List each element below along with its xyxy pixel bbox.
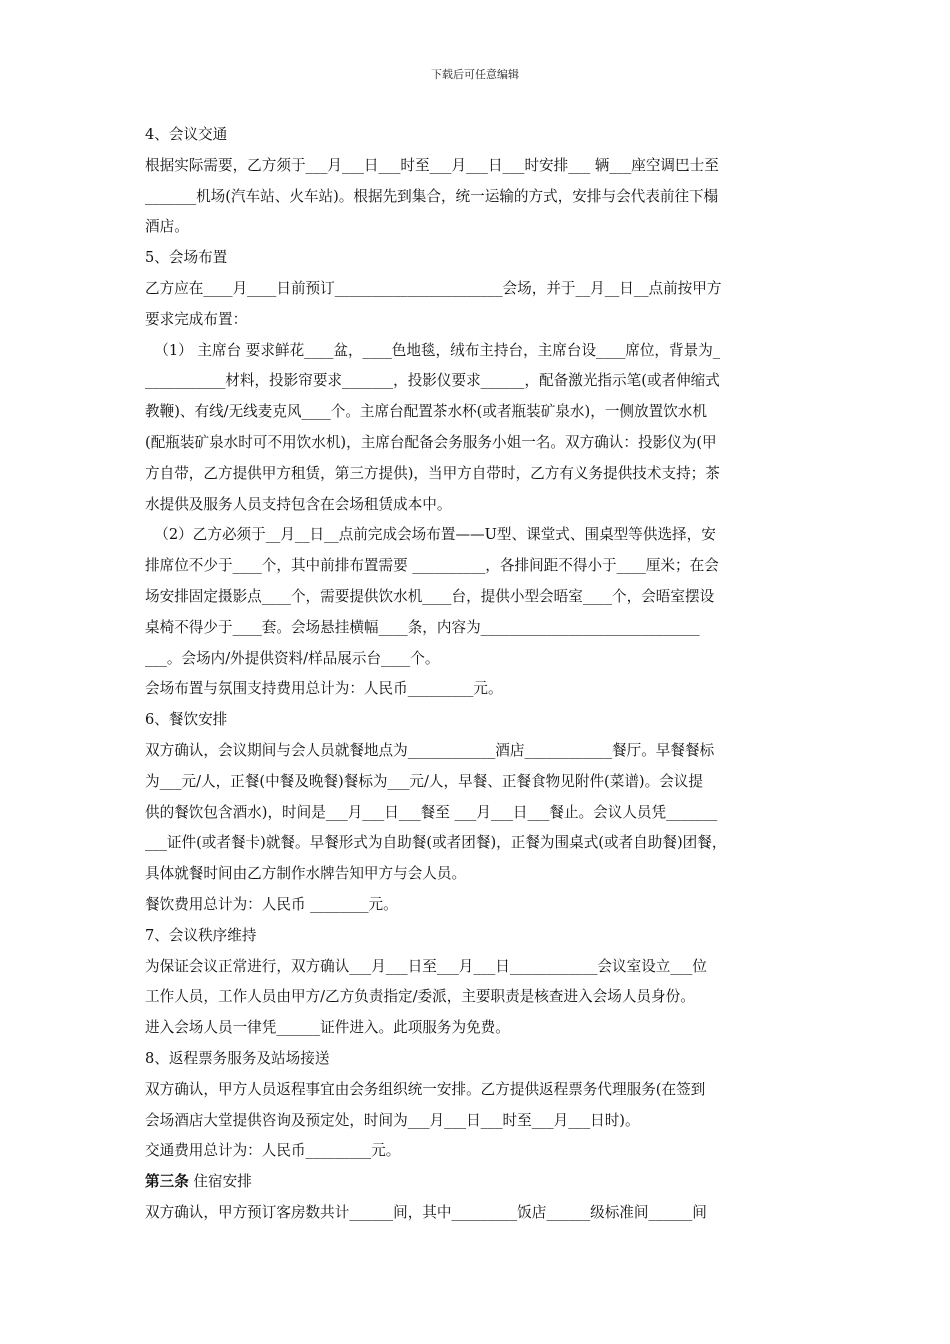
transport-cost-line: 交通费用总计为：人民币_________元。 bbox=[145, 1142, 401, 1160]
paragraph-line: _______机场(汽车站、火车站)。根据先到集合，统一运输的方式，安排与会代表前往下榻 bbox=[145, 187, 719, 205]
paragraph-line: 进入会场人员一律凭______证件进入。此项服务为免费。 bbox=[145, 1019, 510, 1037]
article-title: 住宿安排 bbox=[188, 1173, 252, 1191]
paragraph-line: 排席位不少于____个，其中前排布置需要 __________，各排间距不得小于____厘米；在会 bbox=[145, 557, 719, 575]
paragraph-line: 会场酒店大堂提供咨询及预定处，时间为___月___日___时至___月___日时)。 bbox=[145, 1111, 640, 1129]
paragraph-line: 根据实际需要，乙方须于___月___日___时至___月___日___时安排___ 辆___座空调巴士至 bbox=[145, 156, 719, 174]
paragraph-line: 乙方应在____月____日前预订_______________________会场，并于__月__日__点前按甲方 bbox=[145, 279, 722, 297]
section-heading-return-tickets: 8、返程票务服务及站场接送 bbox=[145, 1049, 330, 1067]
paragraph-line: 双方确认，会议期间与会人员就餐地点为____________酒店____________餐厅。早餐餐标 bbox=[145, 741, 715, 759]
paragraph-line: (配瓶装矿泉水时可不用饮水机)，主席台配备会务服务小姐一名。双方确认：投影仪为(甲 bbox=[145, 433, 717, 451]
article-heading bbox=[145, 1167, 810, 1198]
document-body bbox=[145, 120, 810, 1229]
paragraph-line: 供的餐饮包含酒水)，时间是___月___日___餐至 ___月___日___餐止。会议人员凭_______ bbox=[145, 803, 718, 821]
paragraph-line: ___________材料，投影帘要求_______，投影仪要求______，配备激光指示笔(或者伸缩式 bbox=[145, 372, 720, 390]
paragraph-line: 酒店。 bbox=[145, 218, 189, 236]
section-heading-venue-setup: 5、会场布置 bbox=[145, 249, 228, 267]
section-heading-order: 7、会议秩序维持 bbox=[145, 926, 257, 944]
paragraph-line: ___。会场内/外提供资料/样品展示台____个。 bbox=[145, 649, 440, 667]
paragraph-line: 双方确认，甲方预订客房数共计______间，其中_________饭店______级标准间______间 bbox=[145, 1203, 707, 1221]
paragraph-line: 双方确认，甲方人员返程事宜由会务组织统一安排。乙方提供返程票务代理服务(在签到 bbox=[145, 1080, 706, 1098]
paragraph-line: 水提供及服务人员支持包含在会场租赁成本中。 bbox=[145, 495, 452, 513]
paragraph-line: 场安排固定摄影点____个，需要提供饮水机____台，提供小型会晤室____个，会晤室摆设 bbox=[145, 587, 715, 605]
article-number: 第三条 bbox=[145, 1173, 189, 1191]
paragraph-line: 具体就餐时间由乙方制作水牌告知甲方与会人员。 bbox=[145, 865, 467, 883]
paragraph-line: 要求完成布置： bbox=[145, 310, 248, 328]
paragraph-line: 桌椅不得少于____套。会场悬挂横幅____条，内容为______________________________ bbox=[145, 618, 700, 636]
section-heading-catering: 6、餐饮安排 bbox=[145, 711, 228, 729]
paragraph-line: （2）乙方必须于__月__日__点前完成会场布置——U型、课堂式、围桌型等供选择，安 bbox=[145, 526, 716, 544]
paragraph-line: 为保证会议正常进行，双方确认___月___日至___月___日____________会议室设立___位 bbox=[145, 957, 707, 975]
venue-cost-line: 会场布置与氛围支持费用总计为：人民币_________元。 bbox=[145, 680, 503, 698]
page-header: 下载后可任意编辑 bbox=[431, 68, 519, 81]
paragraph-line: ___证件(或者餐卡)就餐。早餐形式为自助餐(或者团餐)，正餐为围桌式(或者自助餐)团餐， bbox=[145, 834, 727, 852]
catering-cost-line: 餐饮费用总计为：人民币 ________元。 bbox=[145, 895, 398, 913]
paragraph-line: （1） 主席台 要求鲜花____盆，____色地毯，绒布主持台，主席台设____席位，背景为_ bbox=[145, 341, 721, 359]
paragraph-line: 方自带，乙方提供甲方租赁，第三方提供)，当甲方自带时，乙方有义务提供技术支持；茶 bbox=[145, 464, 720, 482]
paragraph-line: 教鞭)、有线/无线麦克风____个。主席台配置茶水杯(或者瓶装矿泉水)，一侧放置饮水机 bbox=[145, 403, 707, 421]
paragraph-line: 工作人员，工作人员由甲方/乙方负责指定/委派，主要职责是核查进入会场人员身份。 bbox=[145, 988, 695, 1006]
paragraph-line: 为___元/人，正餐(中餐及晚餐)餐标为___元/人，早餐、正餐食物见附件(菜谱)。会议提 bbox=[145, 772, 703, 790]
section-heading-meeting-transport: 4、会议交通 bbox=[145, 126, 228, 143]
